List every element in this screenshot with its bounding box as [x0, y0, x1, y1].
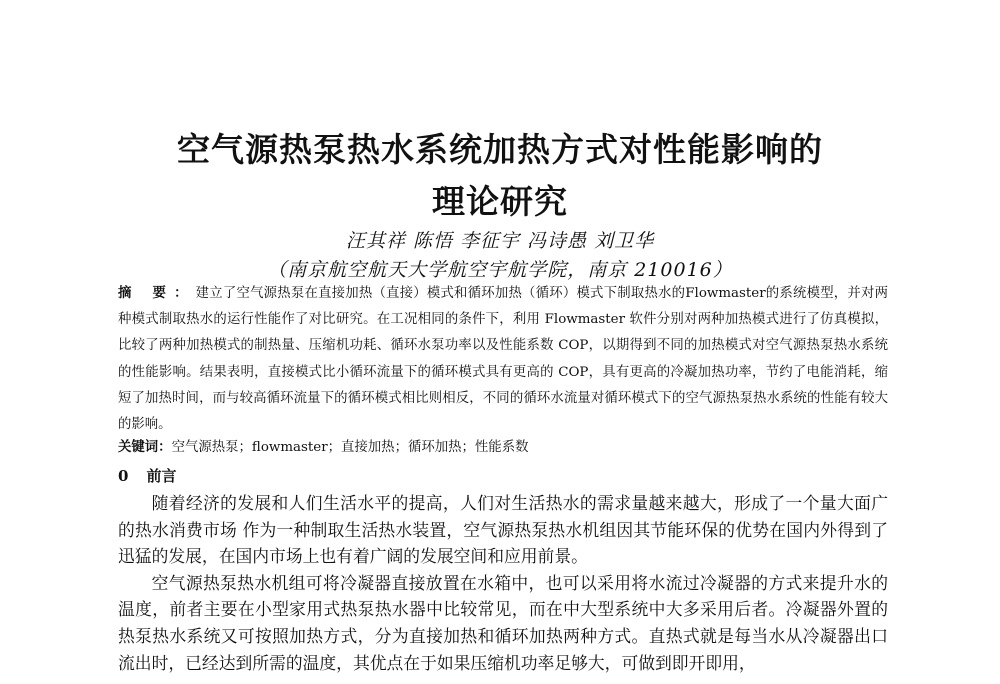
- abstract-label: 摘 要：: [118, 285, 196, 301]
- abstract: [118, 280, 888, 438]
- abstract-text: 建立了空气源热泵在直接加热（直接）模式和循环加热（循环）模式下制取热水的Flowmaster的系统模型，并对两种模式制取热水的运行性能作了对比研究。在工况相同的条件下，利用 Flowmaster 软件分别对两种加热模式进行了仿真模拟，比较了两种加热模式的制热量、压缩机功耗、循环水泵功率以及性能系数 COP，以期得到不同的加热模式对空气源热泵热水系统的性能影响。结果表明，直接模式比小循环流量下的循环模式具有更高的 COP，具有更高的冷凝加热功率，节约了电能消耗，缩短了加热时间，而与较高循环流量下的循环模式相比则相反，不同的循环水流量对循环模式下的空气源热泵热水系统的性能有较大的影响。: [118, 286, 888, 433]
- paragraph-2: 空气源热泵热水机组可将冷凝器直接放置在水箱中，也可以采用将水流过冷凝器的方式来提升水的温度，前者主要在小型家用式热泵热水器中比较常见，而在中大型系统中大多采用后者。冷凝器外置的热泵热水系统又可按照加热方式，分为直接加热和循环加热两种方式。直热式就是每当水从冷凝器出口流出时，已经达到所需的温度，其优点在于如果压缩机功率足够大，可做到即开即用，: [118, 572, 888, 673]
- keywords-label: 关键词：: [118, 439, 172, 455]
- keywords: [118, 436, 888, 455]
- section-title: 前言: [146, 467, 177, 485]
- paragraph-1: 随着经济的发展和人们生活水平的提高，人们对生活热水的需求量越来越大，形成了一个量大面广的热水消费市场 作为一种制取生活热水装置，空气源热泵热水机组因其节能环保的优势在国内外得到了迅猛的发展，在国内市场上也有着广阔的发展空间和应用前景。: [118, 493, 888, 567]
- section-heading: [118, 465, 176, 486]
- section-number: 0: [118, 467, 129, 485]
- keywords-text: 空气源热泵；flowmaster；直接加热；循环加热；性能系数: [171, 440, 529, 455]
- author-list: 汪其祥 陈悟 李征宇 冯诗愚 刘卫华: [345, 230, 655, 252]
- affiliation: （南京航空航天大学航空宇航学院，南京 210016）: [267, 259, 733, 281]
- paper-title-line-2: 理论研究: [432, 182, 568, 221]
- body-text: [118, 490, 888, 676]
- paper-title-line-1: 空气源热泵热水系统加热方式对性能影响的: [177, 130, 823, 169]
